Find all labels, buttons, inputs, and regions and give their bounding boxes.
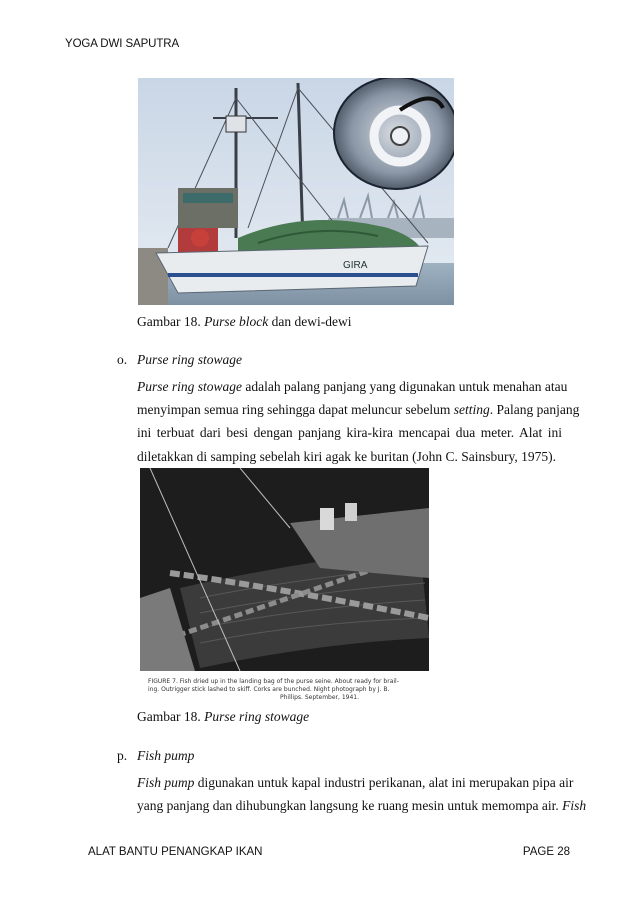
purse-block-photo	[138, 78, 454, 305]
figure-1-caption: Gambar 18. Purse block dan dewi-dewi	[137, 314, 352, 329]
inner-caption-line: FIGURE 7. Fish dried up in the landing bag of the purse seine. About ready for brail-	[148, 678, 399, 685]
section-p-paragraph	[137, 771, 587, 817]
paragraph-line: diletakkan di samping sebelah kiri agak ke buritan (John C. Sainsbury, 1975).	[137, 448, 557, 464]
figure-2-caption: Gambar 18. Purse ring stowage	[137, 709, 310, 724]
list-marker: o.	[117, 352, 128, 367]
page-number: PAGE 28	[522, 846, 570, 858]
section-o-heading: o. Purse ring stowage	[117, 352, 243, 367]
paragraph-line: Fish pump digunakan untuk kapal industri perikanan, alat ini merupakan pipa air	[137, 775, 574, 790]
purse-ring-stowage-photo	[140, 468, 429, 709]
footer-title: ALAT BANTU PENANGKAP IKAN	[88, 846, 263, 858]
paragraph-line: Purse ring stowage adalah palang panjang yang digunakan untuk menahan atau	[137, 379, 568, 394]
page-header-author: YOGA DWI SAPUTRA	[65, 38, 180, 50]
hull-name-text: GIRA	[343, 260, 368, 271]
paragraph-line: yang panjang dan dihubungkan langsung ke ruang mesin untuk memompa air. Fish	[137, 798, 587, 814]
list-marker: p.	[117, 748, 128, 763]
paragraph-line: menyimpan semua ring sehingga dapat meluncur sebelum setting. Palang panjang	[137, 402, 580, 418]
inner-caption-line: ing. Outrigger stick lashed to skiff. Corks are bunched. Night photograph by J. B.	[148, 686, 390, 693]
inner-caption-line: Phillips. September, 1941.	[280, 694, 359, 701]
section-p-heading: p. Fish pump	[117, 748, 195, 763]
paragraph-line: ini terbuat dari besi dengan panjang kira-kira mencapai dua meter. Alat ini	[137, 425, 562, 441]
section-o-paragraph	[137, 375, 580, 468]
